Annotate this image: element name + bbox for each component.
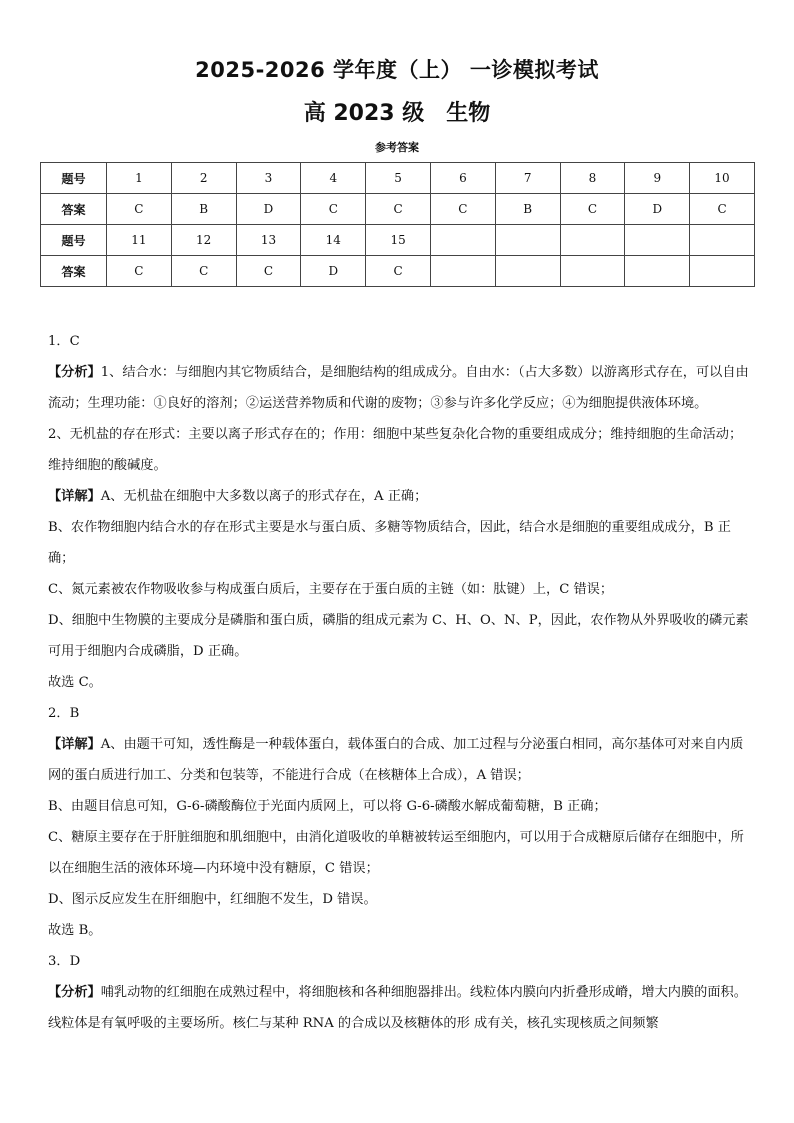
- table-cell: [495, 225, 560, 256]
- table-cell: [560, 256, 625, 287]
- table-cell: 3: [236, 163, 301, 194]
- table-cell: C: [171, 256, 236, 287]
- paragraph-text: D、细胞中生物膜的主要成分是磷脂和蛋白质，磷脂的组成元素为 C、H、O、N、P，因此，农作物从外界吸收的磷元素可用于细胞内合成磷脂，D 正确。: [48, 613, 749, 659]
- table-cell: [495, 256, 560, 287]
- explanation-paragraph: [48, 512, 750, 574]
- section-tag: 【分析】: [48, 365, 101, 380]
- row-header-cell: 题号: [41, 163, 107, 194]
- paragraph-text: 故选 C。: [48, 675, 102, 690]
- section-tag: 【详解】: [48, 737, 101, 752]
- table-cell: D: [236, 194, 301, 225]
- row-header-cell: 答案: [41, 256, 107, 287]
- paragraph-text: A、由题干可知，透性酶是一种载体蛋白，载体蛋白的合成、加工过程与分泌蛋白相同，高尔基体可对来自内质网的蛋白质进行加工、分类和包装等，不能进行合成（在核糖体上合成），A 错误；: [48, 737, 744, 783]
- paragraph-text: B、农作物细胞内结合水的存在形式主要是水与蛋白质、多糖等物质结合，因此，结合水是细胞的重要组成成分，B 正确；: [48, 520, 731, 566]
- table-cell: D: [301, 256, 366, 287]
- table-cell: 10: [690, 163, 755, 194]
- table-cell: [560, 225, 625, 256]
- table-cell: B: [495, 194, 560, 225]
- paragraph-text: 2．B: [48, 706, 80, 721]
- paragraph-text: C、氮元素被农作物吸收参与构成蛋白质后，主要存在于蛋白质的主链（如：肽键）上，C 错误；: [48, 582, 614, 597]
- explanation-paragraph: [48, 791, 750, 822]
- answer-table: [40, 162, 755, 287]
- paragraph-text: D、图示反应发生在肝细胞中，红细胞不发生，D 错误。: [48, 892, 377, 907]
- grade-label: 高 2023 级: [303, 101, 425, 126]
- paragraph-text: 2、无机盐的存在形式：主要以离子形式存在的；作用：细胞中某些复杂化合物的重要组成成分；维持细胞的生命活动；维持细胞的酸碱度。: [48, 427, 743, 473]
- explanation-paragraph: [48, 729, 750, 791]
- section-tag: 【分析】: [48, 985, 101, 1000]
- table-cell: 14: [301, 225, 366, 256]
- table-cell: [430, 225, 495, 256]
- table-cell: 12: [171, 225, 236, 256]
- table-cell: 6: [430, 163, 495, 194]
- explanation-paragraph: [48, 946, 750, 977]
- explanation-paragraph: [48, 605, 750, 667]
- paragraph-text: 1．C: [48, 334, 80, 349]
- table-cell: [690, 256, 755, 287]
- explanation-paragraph: [48, 326, 750, 357]
- table-cell: 11: [107, 225, 172, 256]
- table-cell: C: [107, 194, 172, 225]
- table-cell: C: [366, 256, 431, 287]
- table-cell: B: [171, 194, 236, 225]
- explanation-paragraph: [48, 667, 750, 698]
- table-cell: D: [625, 194, 690, 225]
- table-cell: 7: [495, 163, 560, 194]
- table-cell: 8: [560, 163, 625, 194]
- table-cell: C: [236, 256, 301, 287]
- paragraph-text: 3．D: [48, 954, 81, 969]
- table-cell: C: [430, 194, 495, 225]
- table-row: [41, 163, 755, 194]
- paragraph-text: 哺乳动物的红细胞在成熟过程中，将细胞核和各种细胞器排出。线粒体内膜向内折叠形成嵴，增大内膜的面积。线粒体是有氧呼吸的主要场所。核仁与某种 RNA 的合成以及核糖体的形 成有关，核孔实现核质之间频繁: [48, 985, 747, 1031]
- paragraph-text: C、糖原主要存在于肝脏细胞和肌细胞中，由消化道吸收的单糖被转运至细胞内，可以用于合成糖原后储存在细胞中，所以在细胞生活的液体环境—内环境中没有糖原，C 错误；: [48, 830, 744, 876]
- explanation-paragraph: [48, 574, 750, 605]
- explanation-paragraph: [48, 915, 750, 946]
- table-row: [41, 194, 755, 225]
- explanation-body: [48, 326, 750, 1039]
- table-cell: C: [560, 194, 625, 225]
- section-tag: 【详解】: [48, 489, 101, 504]
- table-cell: 13: [236, 225, 301, 256]
- table-cell: 1: [107, 163, 172, 194]
- exam-title: 2025-2026 学年度（上） 一诊模拟考试: [195, 58, 599, 82]
- table-cell: 9: [625, 163, 690, 194]
- table-cell: 5: [366, 163, 431, 194]
- row-header-cell: 题号: [41, 225, 107, 256]
- table-cell: [625, 256, 690, 287]
- answer-key-subtitle: 参考答案: [375, 141, 419, 154]
- explanation-paragraph: [48, 357, 750, 419]
- table-cell: C: [690, 194, 755, 225]
- explanation-paragraph: [48, 481, 750, 512]
- table-cell: C: [366, 194, 431, 225]
- table-cell: 4: [301, 163, 366, 194]
- paragraph-text: 故选 B。: [48, 923, 102, 938]
- paragraph-text: B、由题目信息可知，G-6-磷酸酶位于光面内质网上，可以将 G-6-磷酸水解成葡萄糖，B 正确；: [48, 799, 607, 814]
- table-cell: [625, 225, 690, 256]
- table-cell: [430, 256, 495, 287]
- explanation-paragraph: [48, 419, 750, 481]
- paragraph-text: A、无机盐在细胞中大多数以离子的形式存在，A 正确；: [100, 489, 428, 504]
- table-cell: C: [107, 256, 172, 287]
- grade-subject-heading: [0, 96, 794, 127]
- explanation-paragraph: [48, 822, 750, 884]
- row-header-cell: 答案: [41, 194, 107, 225]
- table-cell: 2: [171, 163, 236, 194]
- table-row: [41, 225, 755, 256]
- table-cell: 15: [366, 225, 431, 256]
- table-cell: C: [301, 194, 366, 225]
- explanation-paragraph: [48, 698, 750, 729]
- explanation-paragraph: [48, 884, 750, 915]
- subject-label: 生物: [446, 101, 491, 126]
- table-cell: [690, 225, 755, 256]
- explanation-paragraph: [48, 977, 750, 1039]
- paragraph-text: 1、结合水：与细胞内其它物质结合，是细胞结构的组成成分。自由水：（占大多数）以游离形式存在，可以自由流动；生理功能：①良好的溶剂；②运送营养物质和代谢的废物；③参与许多化学反应；④为细胞提供液体环境。: [48, 365, 749, 411]
- table-row: [41, 256, 755, 287]
